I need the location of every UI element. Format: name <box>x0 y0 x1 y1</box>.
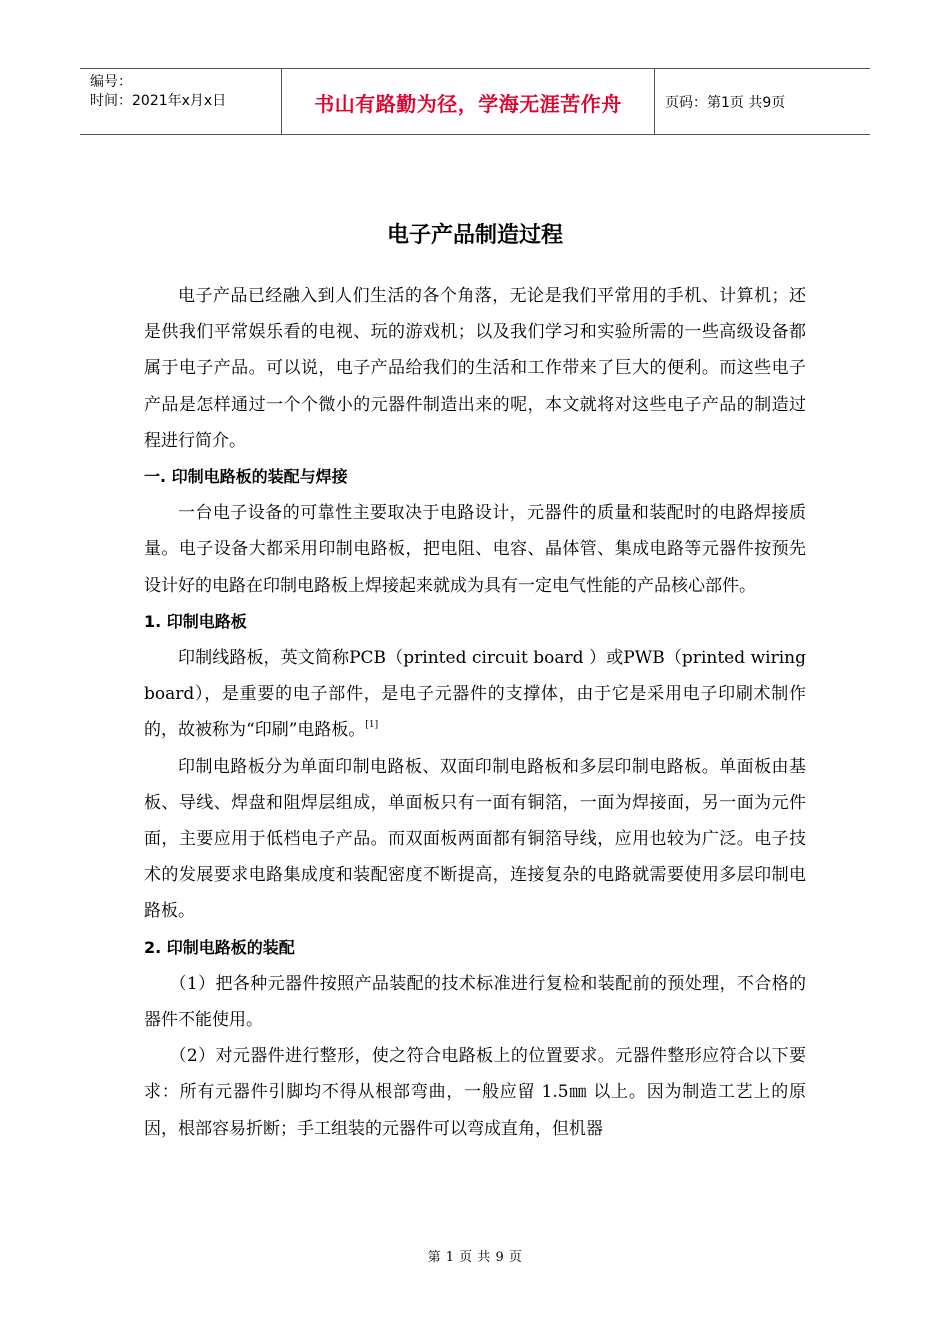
assembly-step-2: （2）对元器件进行整形，使之符合电路板上的位置要求。元器件整形应符合以下要求：所有元器件引脚均不得从根部弯曲，一般应留 1.5㎜ 以上。因为制造工艺上的原因，根部容易折断；手工组装的元器件可以弯成直角，但机器 <box>144 1046 806 1139</box>
document-body <box>144 278 806 1147</box>
header-motto: 书山有路勤为径，学海无涯苦作舟 <box>314 91 622 116</box>
subsection1-heading: 1. 印制电路板 <box>144 611 247 631</box>
citation-ref: [1] <box>365 720 379 731</box>
subsection1-paragraph2: 印制电路板分为单面印制电路板、双面印制电路板和多层印制电路板。单面板由基板、导线、焊盘和阻焊层组成，单面板只有一面有铜箔，一面为焊接面，另一面为元件面，主要应用于低档电子产品。而双面板两面都有铜箔导线，应用也较为广泛。电子技术的发展要求电路集成度和装配密度不断提高，连接复杂的电路就需要使用多层印制电路板。 <box>144 756 806 922</box>
time-label: 时间：2021年x月x日 <box>90 93 227 109</box>
intro-paragraph: 电子产品已经融入到人们生活的各个角落，无论是我们平常用的手机、计算机；还是供我们平常娱乐看的电视、玩的游戏机；以及我们学习和实验所需的一些高级设备都属于电子产品。可以说，电子产品给我们的生活和工作带来了巨大的便利。而这些电子产品是怎样通过一个个微小的元器件制造出来的呢，本文就将对这些电子产品的制造过程进行简介。 <box>144 286 806 451</box>
assembly-step-1: （1）把各种元器件按照产品装配的技术标准进行复检和装配前的预处理，不合格的器件不能使用。 <box>144 973 806 1031</box>
section1-heading: 一. 印制电路板的装配与焊接 <box>144 467 348 487</box>
number-label: 编号： <box>90 74 132 90</box>
section1-paragraph: 一台电子设备的可靠性主要取决于电路设计，元器件的质量和装配时的电路焊接质量。电子设备大都采用印制电路板，把电阻、电容、晶体管、集成电路等元器件按预先设计好的电路在印制电路板上焊接起来就成为具有一定电气性能的产品核心部件。 <box>144 503 806 596</box>
document-title: 电子产品制造过程 <box>386 223 563 248</box>
header-page-label: 页码：第1页 共9页 <box>665 95 786 111</box>
page-footer: 第 1 页 共 9 页 <box>427 1250 523 1265</box>
subsection1-paragraph1 <box>144 640 806 749</box>
subsection2-heading: 2. 印制电路板的装配 <box>144 937 295 957</box>
page-header <box>80 68 870 135</box>
pcb-definition-text: 印制线路板，英文简称PCB（printed circuit board ）或PWB（printed wiring board），是重要的电子部件，是电子元器件的支撑体，由于它是采用电子印刷术制作的，故被称为“印刷”电路板。 <box>144 648 806 741</box>
header-meta <box>90 73 226 111</box>
